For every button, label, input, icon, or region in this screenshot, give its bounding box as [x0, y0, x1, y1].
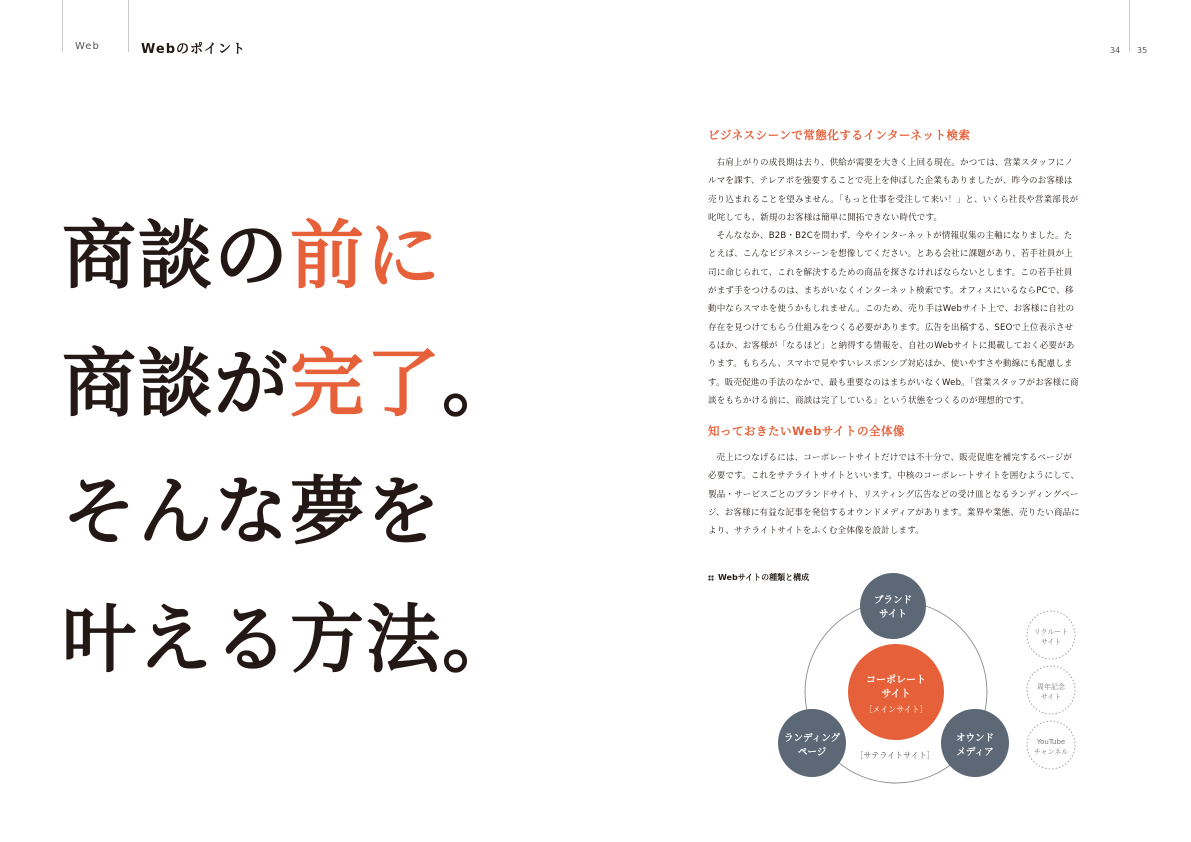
satellite-label: ［サテライトサイト］: [855, 751, 935, 760]
headline-line-1: [62, 192, 518, 320]
headline-line-2: [62, 320, 518, 448]
section-label: Web: [75, 41, 100, 52]
owned-media-label-1: オウンド: [955, 733, 995, 744]
headline-line-3: そんな夢を: [62, 469, 442, 555]
page-number-left: 34: [1110, 46, 1121, 55]
recruit-site-label-2: サイト: [1040, 638, 1062, 646]
youtube-channel-label-1: YouTube: [1036, 738, 1066, 746]
headline-text: 。: [442, 341, 518, 427]
recruit-site-label-1: リクルート: [1033, 628, 1069, 636]
headline-line-4: 叶える方法。: [62, 597, 518, 683]
landing-page-label-2: ページ: [797, 747, 827, 758]
section-title-overview: 知っておきたいWebサイトの全体像: [708, 424, 905, 438]
brand-site-node: [860, 573, 926, 639]
headline-accent: 完了: [290, 341, 442, 427]
landing-page-label-1: ランディング: [783, 733, 841, 744]
headline: [62, 192, 518, 704]
anniversary-site-label-2: サイト: [1040, 693, 1062, 701]
figure-label-text: Webサイトの種類と構成: [718, 573, 810, 582]
corporate-site-sub: ［メインサイト］: [864, 705, 928, 714]
corporate-site-label-1: コーポレート: [866, 675, 926, 686]
anniversary-site-label-1: 周年記念: [1037, 683, 1065, 691]
header-rule-title: [128, 0, 129, 52]
site-structure-diagram: [700, 560, 1100, 820]
headline-text: 商談が: [62, 341, 290, 427]
section-body-overview: [708, 449, 1080, 540]
header-rule-page: [1129, 0, 1130, 52]
brand-site-label-2: サイト: [879, 609, 907, 620]
header-rule-left: [62, 0, 63, 52]
diagram-svg: [700, 560, 1100, 820]
brand-site-label-1: ブランド: [873, 595, 913, 606]
section-body-search: [708, 154, 1080, 410]
corporate-site-label-2: サイト: [881, 689, 911, 700]
paragraph: 右肩上がりの成長期は去り、供給が需要を大きく上回る現在。かつては、営業スタッフにノルマを課す、テレアポを強要することで売上を伸ばした企業もありましたが、昨今のお客様は売り込まれることを望みません。「もっと仕事を受注して来い！」と、いくら社長や営業部長が叱咤しても、新規のお客様は簡単に開拓できない時代です。: [708, 158, 1079, 223]
youtube-channel-label-2: チャンネル: [1033, 748, 1069, 756]
owned-media-label-2: メディア: [956, 747, 994, 758]
headline-accent: 前に: [290, 213, 442, 299]
paragraph: 売上につなげるには、コーポレートサイトだけでは不十分で、販売促進を補完するページが必要です。これをサテライトサイトといいます。中核のコーポレートサイトを囲むようにして、製品・サービスごとのブランドサイト、リスティング広告などの受け皿となるランディングページ、お客様に有益な記事を発信するオウンドメディアがあります。業界や業態、売りたい商品により、サテライトサイトをふくむ全体像を設計します。: [708, 453, 1080, 537]
page-number-right: 35: [1137, 46, 1148, 55]
page-header-title: Webのポイント: [141, 42, 246, 57]
section-title-search: ビジネスシーンで常態化するインターネット検索: [708, 128, 971, 142]
paragraph: そんななか、B2B・B2Cを問わず、今やインターネットが情報収集の主軸になりました。たとえば、こんなビジネスシーンを想像してください。とある会社に課題があり、若手社員が上司に命じられて、これを解決するための商品を探さなければならないとします。この若手社員がまず手をつけるのは、まちがいなくインターネット検索です。オフィスにいるならPCで、移動中ならスマホを使うかもしれません。このため、売り手はWebサイト上で、お客様に自社の存在を見つけてもらう仕組みをつくる必要があります。広告を出稿する、SEOで上位表示させるほか、お客様が「なるほど」と納得する情報を、自社のWebサイトに掲載しておく必要があります。もちろん、スマホで見やすいレスポンシブ対応ほか、使いやすさや動線にも配慮します。販売促進の手法のなかで、最も重要なのはまちがいなくWeb。「営業スタッフがお客様に商談をもちかける前に、商談は完了している」という状態をつくるのが理想的です。: [708, 231, 1079, 406]
headline-text: 商談の: [62, 213, 290, 299]
